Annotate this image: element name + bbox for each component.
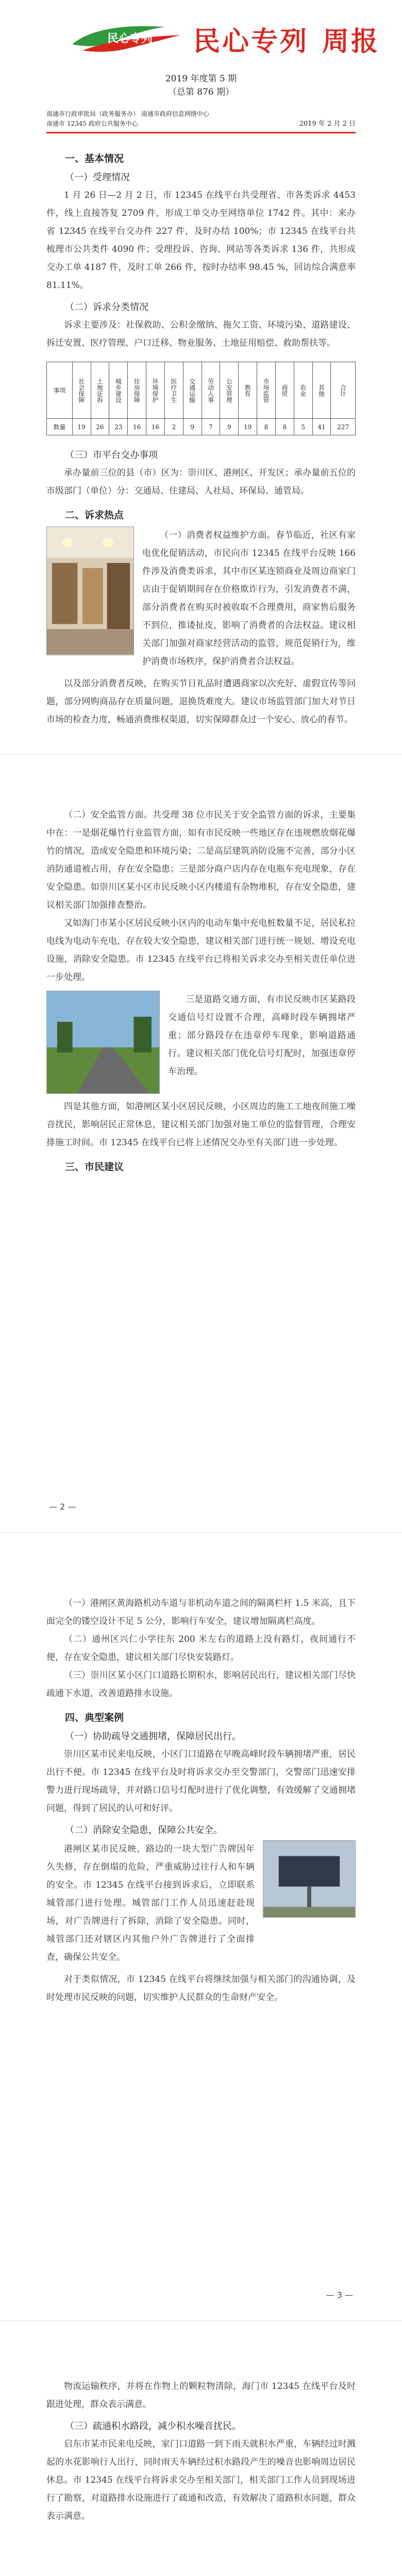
paragraph: （二）通州区兴仁小学往东 200 米左右的道路上没有路灯，夜间通行不便，存在安全隐患，建议相关部门尽快安装路灯。 xyxy=(46,1634,356,1663)
case-title: （一）协助疏导交通拥堵，保障居民出行。 xyxy=(65,1731,241,1742)
table-header-cell: 交通运输 xyxy=(183,362,202,419)
road-photo xyxy=(46,991,160,1094)
issue-info xyxy=(46,72,356,99)
paragraph: 以及部分消费者反映，在购买节日礼品时遭遇商家以次充好、虚假宣传等问题，部分网购商品存在质量问题，退换货难度大。建议市场监管部门加大对节日市场的检查力度，畅通消费维权渠道，切实保障群众过一个安心、放心的春节。 xyxy=(46,679,356,725)
paragraph: 又如海门市某小区居民反映小区内的电动车集中充电桩数量不足，居民私拉电线为电动车充电，存在较大安全隐患，建议相关部门进行统一规划、增设充电设施，消除安全隐患。市 12345 在线平台已将相关诉求交办至相关责任单位进一步处理。 xyxy=(46,918,356,982)
table-header-cell: 住房保障 xyxy=(128,362,146,419)
table-value-cell: 19 xyxy=(239,419,257,435)
issue-date: 2019 年 2 月 2 日 xyxy=(299,120,356,128)
paragraph: 四是其他方面，如港闸区某小区居民反映，小区周边的施工工地夜间施工噪音扰民，影响居民正常休息，建议相关部门加强对施工单位的监督管理，合理安排施工时间。市 12345 在线平台已将上述情况交办至有关部门进一步处理。 xyxy=(46,1101,356,1148)
page-1 xyxy=(0,0,402,755)
table-value-cell: 7 xyxy=(202,419,220,435)
table-value-cell: 23 xyxy=(109,419,128,435)
section-cases: 四、典型案例 xyxy=(65,1712,124,1723)
paragraph: 承办量前三位的县（市）区为：崇川区、港闸区、开发区；承办量前五位的市级部门（单位）分：交通局、住建局、人社局、环保局、通管局。 xyxy=(46,468,356,496)
table-value-cell: 227 xyxy=(331,419,356,435)
paragraph: 物流运输秩序，并将在作物上的颗粒物清除，海门市 12345 在线平台及时跟进处理，群众表示满意。 xyxy=(46,2381,356,2410)
subsection-categories: （二）诉求分类情况 xyxy=(65,302,148,313)
billboard-block xyxy=(46,1840,356,1967)
paragraph: 诉求主要涉及：社保救助、公积金缴纳、拖欠工资、环境污染、道路建设、拆迁安置、医疗管理、户口迁移、物业服务、土地征用赔偿、救助帮扶等。 xyxy=(46,320,356,348)
paragraph: 对于类似情况，市 12345 在线平台将继续加强与相关部门的沟通协调，及时处理市民反映的问题，切实维护人民群众的生命财产安全。 xyxy=(46,1974,356,2003)
table-value-cell: 41 xyxy=(312,419,331,435)
section-hotspots: 二、诉求热点 xyxy=(65,510,124,521)
table-header-cell: 教育 xyxy=(239,362,257,419)
logo-text: 民心专列 xyxy=(107,32,153,45)
table-header-cell: 城乡建设 xyxy=(109,362,128,419)
table-header-cell: 农业 xyxy=(294,362,312,419)
table-header-cell: 商贸 xyxy=(275,362,294,419)
page-4 xyxy=(0,2321,402,2576)
table-value-cell: 26 xyxy=(91,419,109,435)
table-value-cell: 9 xyxy=(220,419,239,435)
subsection-acceptance: （一）受理情况 xyxy=(65,172,130,183)
masthead xyxy=(46,0,380,62)
hotspot-block xyxy=(46,527,356,671)
table-header-cell: 其他 xyxy=(312,362,331,419)
table-header-cell: 公安管理 xyxy=(220,362,239,419)
issue-total: （总第 876 期） xyxy=(167,87,234,97)
page-3 xyxy=(0,1533,402,2321)
table-header-cell: 环境保护 xyxy=(146,362,165,419)
table-value-cell: 8 xyxy=(275,419,294,435)
table-value-cell: 9 xyxy=(183,419,202,435)
paragraph: （一）港闸区黄海路机动车道与非机动车道之间的隔离栏杆 1.5 米高，且下面完全的镂空设计不足 5 公分，影响行车安全，建议增加隔离栏高度。 xyxy=(46,1598,356,1626)
masthead-title xyxy=(193,20,380,58)
table-value-cell: 8 xyxy=(257,419,276,435)
paragraph: 启东市某市民来电反映，家门口道路一到下雨天就积水严重，车辆经过时溅起的水花影响行人出行，同时雨天车辆经过积水路段产生的噪音也影响周边居民休息。市 12345 在线平台将诉求交办至相关部门，相关部门工作人员到现场进行了勘察，对道路排水设施进行了疏通和改造，有效解决了道路积水问题，群众表示满意。 xyxy=(46,2439,356,2521)
table-value-cell: 2 xyxy=(164,419,183,435)
case-title: （二）消除安全隐患，保障公共安全。 xyxy=(65,1825,223,1836)
table-header-row xyxy=(47,362,356,419)
case-title: （三）疏通积水路段，减少积水噪音扰民。 xyxy=(65,2421,241,2432)
table-value-cell: 19 xyxy=(72,419,91,435)
table-header-cell: 合计 xyxy=(331,362,356,419)
table-row-label: 事项 xyxy=(47,362,73,419)
billboard-photo xyxy=(263,1840,356,1918)
issue-number: 2019 年度第 5 期 xyxy=(165,74,237,84)
page-number: — 3 — xyxy=(326,2290,353,2300)
traffic-block xyxy=(46,991,356,1094)
table-value-cell: 16 xyxy=(146,419,165,435)
paragraph: 1 月 26 日—2 月 2 日，市 12345 在线平台共受理省、市各类诉求 4453 件，线上直接答复 2709 件，形成工单交办至网络单位 1742 件。其中：来办省 12345 在线平台交办件 227 件，及时办结 100%；市 12345 在线平台共梳理市公共类件 4090 件；受理投诉、咨询、网站等各类诉求 136 件，共形成交办工单 4187 件，及时工单 266 件，按时办结率 98.45 %，回访综合满意率 81.11%。 xyxy=(46,190,356,291)
paragraph: （一）消费者权益维护方面。春节临近，社区有家电优化促销活动，市民向市 12345 在线平台反映 166 件涉及消费类诉求，其中市区某连锁商业及周边商家门店由于促销期间存在价格欺诈行为，引发消费者不满，部分消费者在购买时被收取不合理费用，商家售后服务不到位，推诿扯皮，影响了消费者的合法权益。建议相关部门加强对商家经营活动的监管，规范促销行为，维护消费市场秩序，保护消费者合法权益。 xyxy=(142,530,356,667)
table-count-label: 数量 xyxy=(47,419,73,435)
table-header-cell: 土地征拆 xyxy=(91,362,109,419)
org-top: 南通市行政审批局（政务服务办） 南通市政府信息网络中心 xyxy=(46,110,209,117)
table-header-cell: 劳动人事 xyxy=(202,362,220,419)
paragraph: （二）安全监管方面。共受理 38 位市民关于安全监管方面的诉求，主要集中在：一是烟花爆竹行业监管方面，如有市民反映一些地区存在违规燃放烟花爆竹的情况，造成安全隐患和环境污染；二是高层建筑消防设施不完善，部分小区消防通道被占用，存在安全隐患；三是部分商户店内存在电瓶车充电现象，存在安全隐患。如崇川区某小区市民反映小区内楼道有杂物堆积，存在安全隐患，建议相关部门加强排查整治。 xyxy=(46,810,356,910)
org-line xyxy=(46,109,356,129)
paragraph: 港闸区某市民反映，路边的一块大型广告牌因年久失修，存在倒塌的危险，严重威胁过往行人和车辆的安全。市 12345 在线平台接到诉求后，立即联系城管部门进行处理。城管部门工作人员迅速赶赴现场，对广告牌进行了拆除，消除了安全隐患。同时，城管部门还对辖区内其他户外广告牌进行了全面排查，确保公共安全。 xyxy=(46,1844,255,1962)
table-value-row xyxy=(47,419,356,435)
page-2 xyxy=(0,755,402,1533)
table-header-cell: 市场监管 xyxy=(257,362,276,419)
paragraph: （三）崇川区某小区门口道路长期积水，影响居民出行，建议相关部门尽快疏通下水道，改善道路排水设施。 xyxy=(46,1670,356,1699)
page-number: — 2 — xyxy=(49,1502,76,1512)
minxin-train-logo xyxy=(67,20,186,56)
table-value-cell: 5 xyxy=(294,419,312,435)
red-divider xyxy=(46,132,356,133)
title-weekly: 周报 xyxy=(322,26,380,57)
org-bottom: 南通市 12345 政府公共服务中心 xyxy=(46,120,138,127)
section-suggestions: 三、市民建议 xyxy=(65,1161,124,1173)
store-interior-photo xyxy=(46,527,134,655)
category-table xyxy=(46,362,356,435)
subsection-city-platform: （三）市平台交办事项 xyxy=(65,450,158,461)
section-basic: 一、基本情况 xyxy=(65,153,124,164)
paragraph: 崇川区某市民来电反映，小区门口道路在早晚高峰时段车辆拥堵严重，居民出行不便。市 12345 在线平台及时将诉求交办至交警部门，交警部门迅速安排警力进行现场疏导，并对路口信号灯配时进行了优化调整，有效缓解了交通拥堵问题，得到了居民的认可和好评。 xyxy=(46,1749,356,1814)
table-header-cell: 医疗卫生 xyxy=(164,362,183,419)
table-value-cell: 16 xyxy=(128,419,146,435)
paragraph: 三是道路交通方面，有市民反映市区某路段交通信号灯设置不合理，高峰时段车辆拥堵严重；部分路段存在违章停车现象，影响道路通行。建议相关部门优化信号灯配时，加强违章停车治理。 xyxy=(168,994,356,1077)
table-header-cell: 社会保障 xyxy=(72,362,91,419)
title-main: 民心专列 xyxy=(193,26,309,57)
